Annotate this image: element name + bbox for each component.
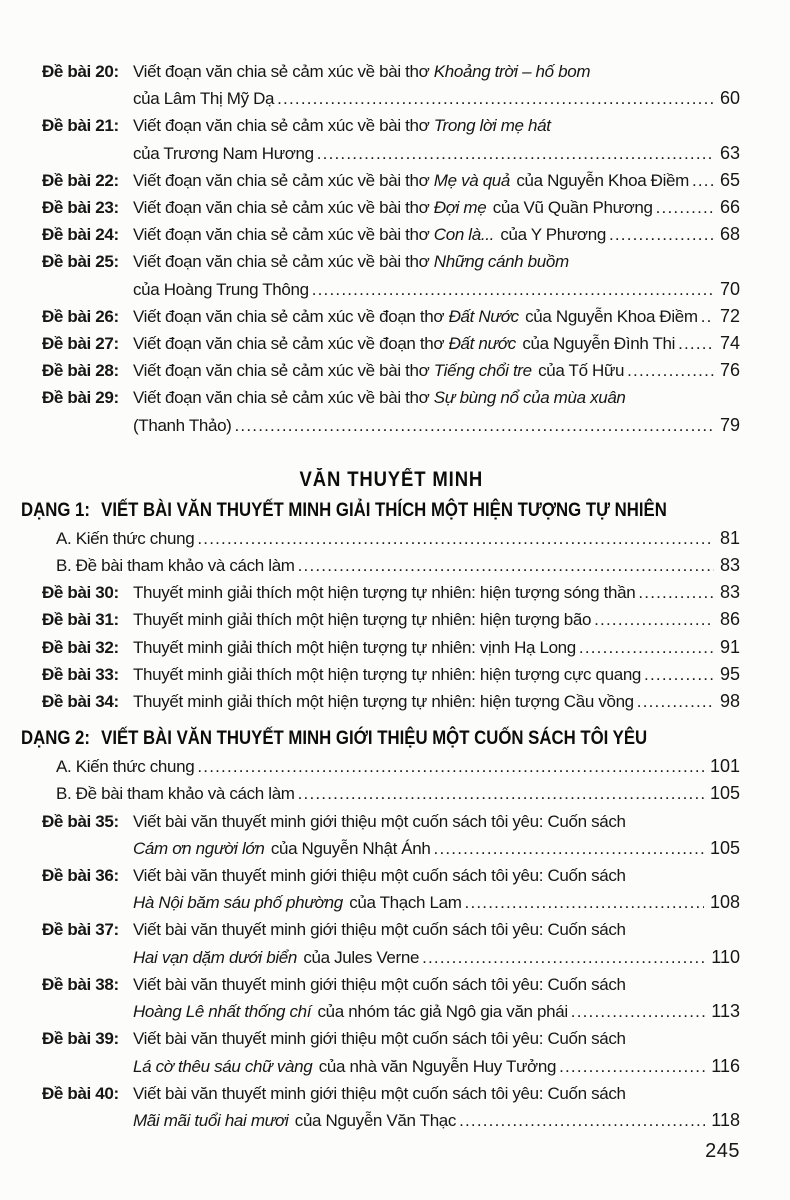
toc-subitem [56, 525, 740, 552]
text-segment: của nhóm tác giả Ngô gia văn phái [313, 1002, 568, 1022]
entry-body [133, 579, 740, 606]
toc-entry [42, 357, 740, 384]
page-ref: 98 [719, 691, 740, 712]
entry-line [133, 1053, 740, 1080]
work-title: Lá cờ thêu sáu chữ vàng [133, 1056, 313, 1076]
dot-leader [571, 998, 706, 1025]
text-segment: Thuyết minh giải thích một hiện tượng tự nhiên: hiện tượng bão [133, 610, 592, 630]
entry-line [133, 194, 740, 221]
dot-leader [422, 944, 705, 971]
page-ref: 105 [709, 837, 740, 858]
page-ref: 101 [709, 756, 740, 777]
entry-label: Đề bài 22: [42, 170, 119, 190]
entry-line [133, 944, 740, 971]
dang-heading-title: VIẾT BÀI VĂN THUYẾT MINH GIẢI THÍCH MỘT HIỆN TƯỢNG TỰ NHIÊN [101, 498, 667, 521]
work-title: Đất nước [448, 334, 516, 354]
entry-text [133, 330, 675, 357]
text-segment: của Nguyễn Nhật Ánh [266, 838, 431, 858]
page-ref: 116 [711, 1055, 740, 1076]
entry-line [133, 58, 740, 85]
entry-label: Đề bài 39: [42, 1029, 119, 1049]
entry-line [133, 889, 740, 916]
toc-entry [42, 194, 740, 221]
toc-list [21, 58, 740, 1134]
entry-line [133, 579, 740, 606]
subitem-text: B. Đề bài tham khảo và cách làm [56, 556, 295, 576]
entry-text [133, 194, 653, 221]
page-ref: 74 [719, 333, 740, 354]
entry-line [133, 140, 740, 167]
page-ref: 60 [719, 88, 740, 109]
entry-label: Đề bài 35: [42, 811, 119, 831]
entry-body [133, 194, 740, 221]
entry-label: Đề bài 37: [42, 920, 119, 940]
text-segment: Viết đoạn văn chia sẻ cảm xúc về bài thơ [133, 252, 434, 272]
entry-text [133, 661, 641, 688]
entry-label: Đề bài 30: [42, 583, 119, 603]
entry-line [133, 112, 740, 139]
work-title: Những cánh buồm [433, 252, 569, 272]
dot-leader [298, 780, 704, 807]
toc-entry [42, 1080, 740, 1134]
subitem-text: A. Kiến thức chung [56, 757, 195, 777]
entry-text [133, 221, 606, 248]
text-segment: của Vũ Quần Phương [488, 198, 653, 218]
entry-body [133, 634, 740, 661]
page-ref: 63 [719, 142, 740, 163]
entry-line [133, 1107, 740, 1134]
entry-body [133, 808, 740, 862]
text-segment: Viết bài văn thuyết minh giới thiệu một cuốn sách tôi yêu: Cuốn sách [133, 974, 626, 994]
dot-leader [197, 525, 714, 552]
entry-label: Đề bài 40: [42, 1083, 119, 1103]
entry-label: Đề bài 21: [42, 116, 119, 136]
work-title: Mãi mãi tuổi hai mươi [133, 1110, 289, 1130]
text-segment: của Nguyễn Khoa Điềm [512, 170, 689, 190]
toc-entry [42, 971, 740, 1025]
toc-subitem [56, 780, 740, 807]
entry-line [133, 998, 740, 1025]
entry-body [133, 1080, 740, 1134]
entry-text [133, 58, 592, 85]
entry-body [133, 916, 740, 970]
dot-leader [678, 330, 714, 357]
page-ref: 81 [719, 527, 740, 548]
text-segment: của nhà văn Nguyễn Huy Tưởng [314, 1056, 557, 1076]
entry-text [133, 85, 274, 112]
toc-entry [42, 606, 740, 633]
text-segment: Viết bài văn thuyết minh giới thiệu một cuốn sách tôi yêu: Cuốn sách [133, 920, 626, 940]
toc-entry [42, 221, 740, 248]
entry-text [133, 384, 628, 411]
entry-text [133, 971, 626, 998]
section-heading-text: VĂN THUYẾT MINH [299, 467, 483, 491]
text-segment: Thuyết minh giải thích một hiện tượng tự nhiên: hiện tượng sóng thần [133, 583, 636, 603]
page-ref: 110 [711, 946, 740, 967]
work-title: Khoảng trời – hố bom [433, 62, 591, 81]
entry-body [133, 357, 740, 384]
text-segment: Viết đoạn văn chia sẻ cảm xúc về bài thơ [133, 116, 434, 136]
entry-text [133, 944, 419, 971]
text-segment: của Nguyễn Văn Thạc [290, 1110, 457, 1130]
entry-body [133, 606, 740, 633]
entry-label: Đề bài 25: [42, 252, 119, 272]
dot-leader [312, 276, 714, 303]
dot-leader [656, 194, 714, 221]
dot-leader [277, 85, 714, 112]
text-segment: (Thanh Thảo) [133, 415, 232, 435]
page-ref: 65 [719, 169, 740, 190]
dang-heading [21, 723, 648, 753]
subitem-text: B. Đề bài tham khảo và cách làm [56, 784, 295, 804]
toc-subitem [56, 552, 740, 579]
entry-text [133, 357, 624, 384]
entry-label: Đề bài 34: [42, 692, 119, 712]
entry-line [133, 634, 740, 661]
entry-line [133, 1025, 740, 1052]
text-segment: của Hoàng Trung Thông [133, 279, 309, 299]
text-segment: Viết đoạn văn chia sẻ cảm xúc về bài thơ [133, 62, 434, 81]
text-segment: của Trương Nam Hương [133, 143, 314, 163]
toc-entry [42, 303, 740, 330]
entry-body [133, 221, 740, 248]
entry-label: Đề bài 26: [42, 306, 119, 326]
toc-entry [42, 330, 740, 357]
entry-line [133, 303, 740, 330]
entry-line [133, 221, 740, 248]
page-ref: 70 [719, 278, 740, 299]
entry-line [133, 808, 740, 835]
entry-text [133, 634, 576, 661]
entry-body [133, 688, 740, 715]
dot-leader [594, 606, 714, 633]
text-segment: Viết đoạn văn chia sẻ cảm xúc về đoạn thơ [133, 306, 449, 326]
entry-text [133, 916, 626, 943]
dang-heading-title: VIẾT BÀI VĂN THUYẾT MINH GIỚI THIỆU MỘT CUỐN SÁCH TÔI YÊU [101, 727, 648, 750]
toc-entry [42, 688, 740, 715]
entry-line [133, 1080, 740, 1107]
section-heading [42, 465, 740, 495]
dot-leader [298, 552, 714, 579]
text-segment: Viết bài văn thuyết minh giới thiệu một cuốn sách tôi yêu: Cuốn sách [133, 1083, 626, 1103]
entry-line [133, 330, 740, 357]
toc-entry [42, 579, 740, 606]
entry-text [133, 862, 626, 889]
entry-text [133, 248, 571, 275]
text-segment: của Thạch Lam [344, 893, 462, 913]
page-ref: 79 [719, 414, 740, 435]
text-segment: Viết bài văn thuyết minh giới thiệu một cuốn sách tôi yêu: Cuốn sách [133, 811, 626, 831]
toc-subitem [56, 753, 740, 780]
entry-line [133, 916, 740, 943]
entry-line [133, 688, 740, 715]
page-ref: 68 [719, 224, 740, 245]
text-segment: của Y Phương [495, 225, 606, 245]
entry-text [133, 140, 314, 167]
entry-text [133, 835, 431, 862]
entry-label: Đề bài 36: [42, 866, 119, 886]
entry-label: Đề bài 27: [42, 334, 119, 354]
text-segment: của Jules Verne [298, 947, 420, 967]
page-ref: 83 [719, 555, 740, 576]
dot-leader [609, 221, 714, 248]
entry-body [133, 1025, 740, 1079]
subitem-text: A. Kiến thức chung [56, 528, 195, 548]
entry-text [133, 1025, 626, 1052]
entry-text [133, 167, 689, 194]
entry-label: Đề bài 23: [42, 198, 119, 218]
text-segment: Thuyết minh giải thích một hiện tượng tự nhiên: hiện tượng cực quang [133, 664, 642, 684]
dot-leader [465, 889, 704, 916]
entry-body [133, 303, 740, 330]
entry-text [133, 112, 553, 139]
entry-text [133, 889, 462, 916]
page-ref: 105 [709, 783, 740, 804]
entry-text [133, 1107, 456, 1134]
dot-leader [644, 661, 714, 688]
entry-line [133, 276, 740, 303]
work-title: Cám ơn người lớn [133, 838, 265, 858]
text-segment: Thuyết minh giải thích một hiện tượng tự nhiên: vịnh Hạ Long [133, 637, 576, 657]
entry-body [133, 971, 740, 1025]
dot-leader [197, 753, 704, 780]
work-title: Mẹ và quả [433, 170, 511, 190]
entry-label: Đề bài 24: [42, 225, 119, 245]
dot-leader [317, 140, 714, 167]
dot-leader [637, 688, 714, 715]
toc-entry [42, 634, 740, 661]
entry-body [133, 661, 740, 688]
page-ref: 91 [719, 636, 740, 657]
entry-label: Đề bài 33: [42, 664, 119, 684]
page-ref: 72 [719, 305, 740, 326]
entry-label: Đề bài 29: [42, 388, 119, 408]
text-segment: Viết bài văn thuyết minh giới thiệu một cuốn sách tôi yêu: Cuốn sách [133, 866, 626, 886]
work-title: Đất Nước [448, 306, 519, 326]
entry-line [133, 248, 740, 275]
page-ref: 113 [711, 1001, 740, 1022]
text-segment: Viết bài văn thuyết minh giới thiệu một cuốn sách tôi yêu: Cuốn sách [133, 1029, 626, 1049]
dot-leader [638, 579, 714, 606]
entry-text [133, 606, 591, 633]
entry-text [133, 276, 309, 303]
text-segment: Viết đoạn văn chia sẻ cảm xúc về bài thơ [133, 198, 434, 218]
dot-leader [235, 412, 714, 439]
text-segment: Viết đoạn văn chia sẻ cảm xúc về bài thơ [133, 361, 434, 381]
entry-text [133, 688, 634, 715]
entry-line [133, 357, 740, 384]
dot-leader [579, 634, 714, 661]
entry-body [133, 384, 740, 438]
entry-text [133, 808, 626, 835]
dot-leader [692, 167, 714, 194]
dot-leader [459, 1107, 705, 1134]
toc-entry [42, 916, 740, 970]
entry-label: Đề bài 20: [42, 62, 119, 81]
work-title: Hoàng Lê nhất thống chí [133, 1002, 312, 1022]
work-title: Đợi mẹ [433, 198, 487, 218]
entry-body [133, 248, 740, 302]
toc-entry [42, 58, 740, 112]
entry-line [133, 412, 740, 439]
entry-body [133, 112, 740, 166]
page-ref: 66 [719, 197, 740, 218]
page-ref: 83 [719, 582, 740, 603]
text-segment: Thuyết minh giải thích một hiện tượng tự nhiên: hiện tượng Cầu vồng [133, 692, 634, 712]
dot-leader [627, 357, 714, 384]
text-segment: Viết đoạn văn chia sẻ cảm xúc về bài thơ [133, 388, 434, 408]
page-ref: 95 [719, 663, 740, 684]
dang-heading-label: DẠNG 2: [21, 727, 90, 750]
entry-label: Đề bài 38: [42, 974, 119, 994]
dot-leader [559, 1053, 705, 1080]
toc-entry [42, 661, 740, 688]
toc-entry [42, 248, 740, 302]
toc-entry [42, 112, 740, 166]
text-segment: của Nguyễn Đình Thi [517, 334, 676, 354]
toc-entry [42, 808, 740, 862]
toc-entry [42, 167, 740, 194]
dot-leader [434, 835, 704, 862]
entry-label: Đề bài 31: [42, 610, 119, 630]
work-title: Hai vạn dặm dưới biển [133, 947, 297, 967]
toc-entry [42, 384, 740, 438]
entry-label: Đề bài 32: [42, 637, 119, 657]
toc-entry [42, 1025, 740, 1079]
folio-page-number: 245 [705, 1140, 740, 1162]
entry-body [133, 862, 740, 916]
text-segment: của Nguyễn Khoa Điềm [520, 306, 698, 326]
dot-leader [701, 303, 714, 330]
entry-line [133, 835, 740, 862]
entry-line [133, 384, 740, 411]
page-ref: 118 [711, 1109, 740, 1130]
entry-line [133, 971, 740, 998]
text-segment: Viết đoạn văn chia sẻ cảm xúc về bài thơ [133, 170, 434, 190]
entry-text [133, 1053, 556, 1080]
entry-line [133, 862, 740, 889]
page-ref: 108 [709, 892, 740, 913]
toc-entry [42, 862, 740, 916]
text-segment: của Lâm Thị Mỹ Dạ [133, 89, 275, 109]
entry-text [133, 1080, 626, 1107]
page-ref: 86 [719, 609, 740, 630]
text-segment: của Tố Hữu [533, 361, 625, 381]
dang-heading [21, 495, 667, 525]
entry-text [133, 998, 568, 1025]
work-title: Hà Nội băm sáu phố phường [133, 893, 343, 913]
page-ref: 76 [719, 360, 740, 381]
entry-body [133, 58, 740, 112]
work-title: Tiếng chổi tre [433, 361, 532, 381]
entry-label: Đề bài 28: [42, 361, 119, 381]
text-segment: Viết đoạn văn chia sẻ cảm xúc về bài thơ [133, 225, 434, 245]
entry-body [133, 330, 740, 357]
text-segment: Viết đoạn văn chia sẻ cảm xúc về đoạn thơ [133, 334, 449, 354]
dang-heading-label: DẠNG 1: [21, 498, 90, 521]
work-title: Trong lời mẹ hát [433, 116, 551, 136]
entry-text [133, 412, 232, 439]
entry-line [133, 661, 740, 688]
entry-body [133, 167, 740, 194]
entry-line [133, 85, 740, 112]
work-title: Sự bùng nổ của mùa xuân [433, 388, 626, 408]
entry-line [133, 167, 740, 194]
entry-line [133, 606, 740, 633]
work-title: Con là... [433, 225, 494, 245]
entry-text [133, 303, 698, 330]
entry-text [133, 579, 635, 606]
